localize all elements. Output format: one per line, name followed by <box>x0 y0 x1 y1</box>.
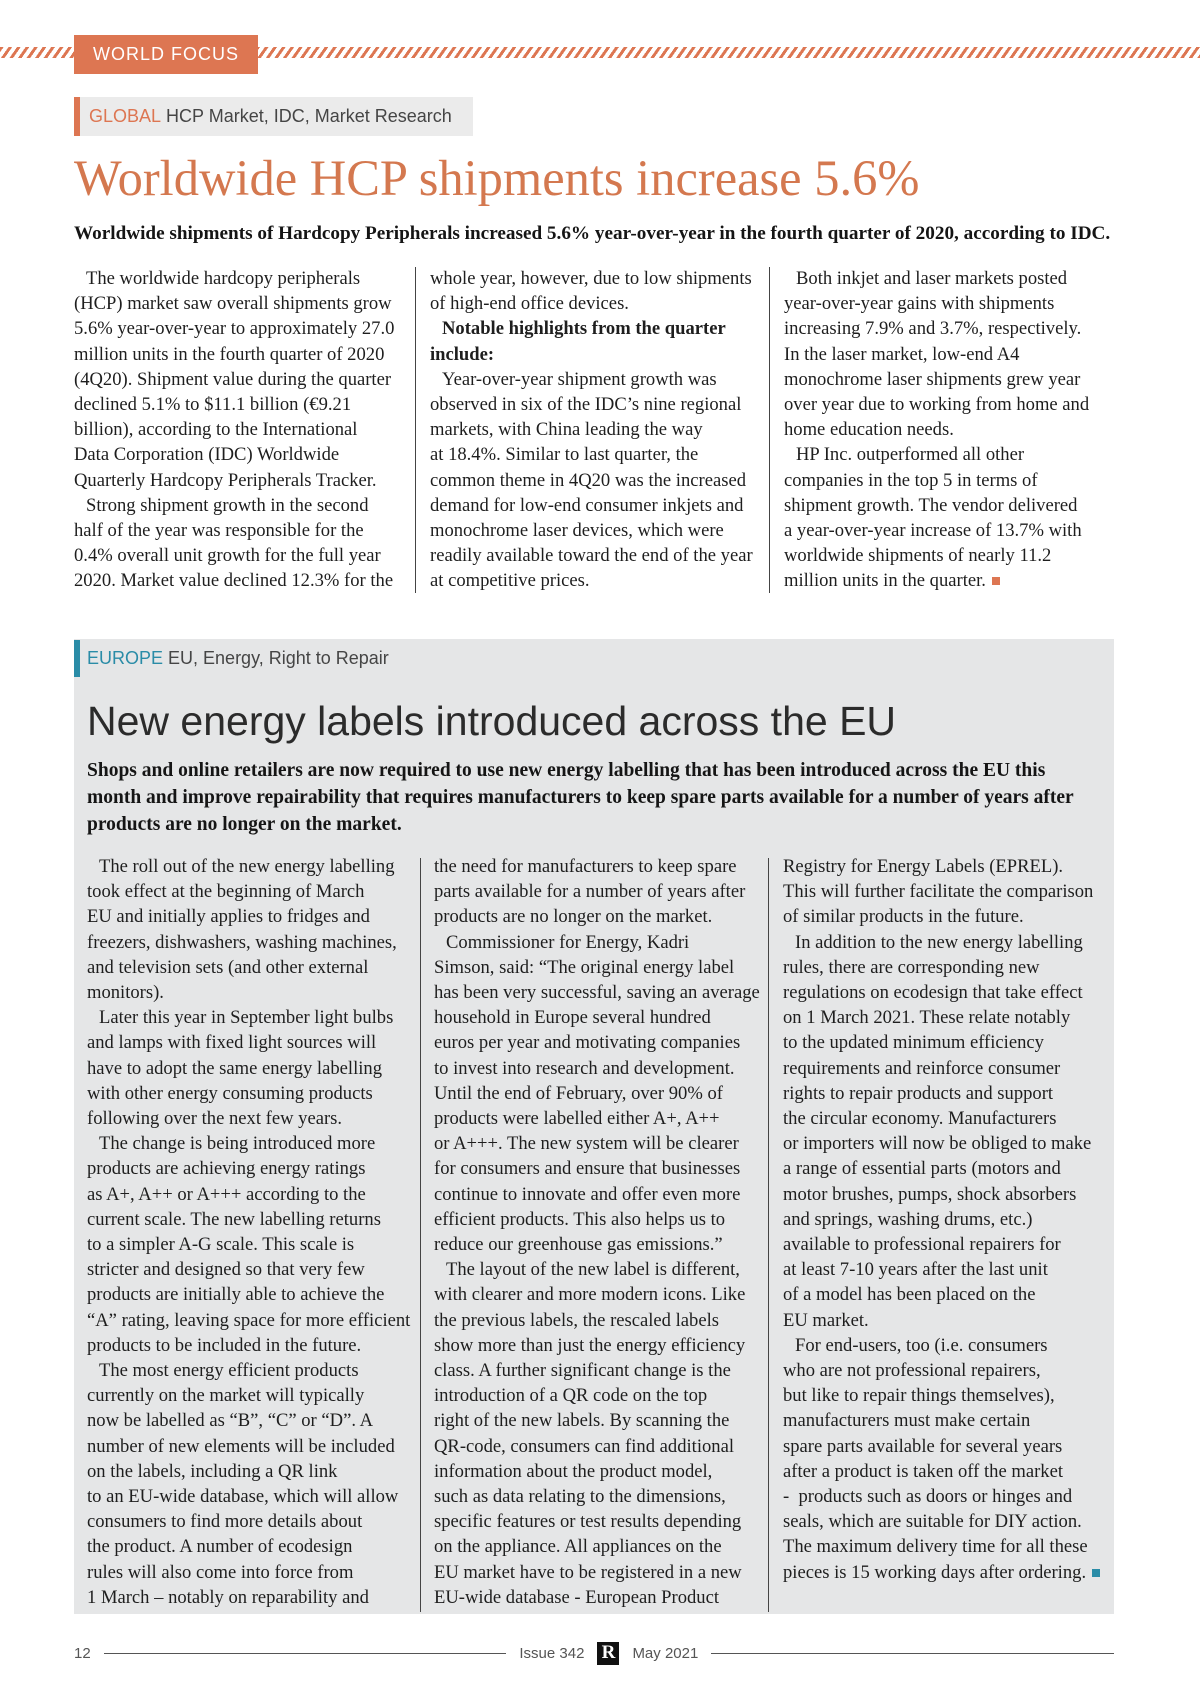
column-divider <box>769 267 770 593</box>
article-column-2 <box>434 854 759 1610</box>
article-column-1 <box>74 266 404 594</box>
article-column-2 <box>430 266 760 594</box>
column-divider <box>420 858 421 1612</box>
issue-number: Issue 342 <box>519 1644 585 1662</box>
footer-rule-left <box>104 1653 507 1654</box>
paragraph-highlight-heading: Notable highlights from the quarter include: <box>430 318 726 365</box>
article-title: New energy labels introduced across the EU <box>87 698 897 744</box>
article-column-1 <box>87 854 412 1610</box>
footer-rule-right <box>711 1653 1114 1654</box>
article-standfirst: Worldwide shipments of Hardcopy Peripherals increased 5.6% year-over-year in the fourth quarter of 2020, according to IDC. <box>74 223 1111 244</box>
paragraph: The worldwide hardcopy peripherals (HCP) market saw overall shipments grow 5.6% year-over-year to approximately 27.0 million units in the fourth quarter of 2020 (4Q20). Shipment value during the quarter declined 5.1% to $11.1 billion (€9.21 billion), according to the International Data Corporation (IDC) Worldwide Quarterly Hardcopy Peripherals Tracker. <box>74 268 395 491</box>
tag-region: EUROPE <box>87 648 164 668</box>
paragraph <box>783 1333 1108 1585</box>
paragraph: Commissioner for Energy, Kadri Simson, said: “The original energy label has been very successful, saving an average household in Europe several hundred euros per year and motivating companies to invest into research and development. Until the end of February, over 90% of products were labelled either A+, A++ or A+++. The new system will be clearer for consumers and ensure that businesses continue to innovate and offer even more efficient products. This also helps us to reduce our greenhouse gas emissions.” <box>434 931 760 1256</box>
paragraph: The roll out of the new energy labelling took effect at the beginning of March EU and initially applies to fridges and freezers, dishwashers, washing machines, and television sets (and other external monitors). <box>87 856 397 1004</box>
tag-topics: EU, Energy, Right to Repair <box>168 648 389 668</box>
paragraph-text: For end-users, too (i.e. consumers who are not professional repairers, but like to repair things themselves), manufacturers must make certain spare parts available for several years after a product is taken off the market - products such as doors or hinges and seals, which are suitable for DIY action. The maximum delivery time for all these pieces is 15 working days after ordering. <box>783 1334 1088 1583</box>
article-title: Worldwide HCP shipments increase 5.6% <box>74 150 920 206</box>
end-of-article-square-icon <box>992 577 1000 585</box>
paragraph: Strong shipment growth in the second half of the year was responsible for the 0.4% overall unit growth for the full year 2020. Market value declined 12.3% for the <box>74 494 394 592</box>
column-divider <box>768 858 769 1612</box>
end-of-article-square-icon <box>1092 1569 1100 1577</box>
paragraph: Both inkjet and laser markets posted year-over-year gains with shipments increasing 7.9% and 3.7%, respectively. In the laser market, low-end A4 monochrome laser shipments grew year over year due to working from home and home education needs. <box>784 268 1090 441</box>
section-tab <box>74 35 258 74</box>
paragraph: the need for manufacturers to keep spare parts available for a number of years after products are no longer on the market. <box>434 856 746 928</box>
tag-topics: HCP Market, IDC, Market Research <box>166 106 452 126</box>
article-column-3 <box>784 266 1114 594</box>
issue-date: May 2021 <box>632 1644 699 1662</box>
tag-region: GLOBAL <box>89 106 162 126</box>
column-divider <box>415 267 416 593</box>
page-footer <box>74 1641 1114 1665</box>
section-tab-label: WORLD FOCUS <box>93 44 239 64</box>
paragraph: The change is being introduced more products are achieving energy ratings as A+, A++ or A+++ according to the current scale. The new labelling returns to a simpler A-G scale. This scale is stricter and designed so that very few products are initially able to achieve the “A” rating, leaving space for more efficient products to be included in the future. <box>87 1133 411 1356</box>
paragraph: Later this year in September light bulbs and lamps with fixed light sources will have to adopt the same energy labelling with other energy consuming products following over the next few years. <box>87 1007 394 1130</box>
article-tag-global <box>74 97 473 136</box>
paragraph: Year-over-year shipment growth was observed in six of the IDC’s nine regional markets, with China leading the way at 18.4%. Similar to last quarter, the common theme in 4Q20 was the increased demand for low-end consumer inkjets and monochrome laser devices, which were readily available toward the end of the year at competitive prices. <box>430 368 753 592</box>
paragraph: In addition to the new energy labelling rules, there are corresponding new regulations on ecodesign that take effect on 1 March 2021. These relate notably to the updated minimum efficiency requirements and reinforce consumer rights to repair products and support the circular economy. Manufacturers or importers will now be obliged to make a range of essential parts (motors and motor brushes, pumps, shock absorbers and springs, washing drums, etc.) available to professional repairers for at least 7-10 years after the last unit of a model has been placed on the EU market. <box>783 931 1092 1331</box>
paragraph: The layout of the new label is different, with clearer and more modern icons. Like the previous labels, the rescaled labels show more than just the energy efficiency class. A further significant change is the introduction of a QR code on the top right of the new labels. By scanning the QR-code, consumers can find additional information about the product model, such as data relating to the dimensions, specific features or test results depending on the appliance. All appliances on the EU market have to be registered in a new EU-wide database - European Product <box>434 1259 746 1608</box>
article-tag-europe <box>74 640 389 677</box>
article-standfirst: Shops and online retailers are now required to use new energy labelling that has been introduced across the EU this month and improve repairability that requires manufacturers to keep spare parts available for a number of years after products are no longer on the market. <box>87 760 1074 835</box>
paragraph: The most energy efficient products currently on the market will typically now be labelled as “B”, “C” or “D”. A number of new elements will be included on the labels, including a QR link to an EU-wide database, which will allow consumers to find more details about the product. A number of ecodesign rules will also come into force from 1 March – notably on reparability and <box>87 1360 399 1608</box>
paragraph: whole year, however, due to low shipments of high-end office devices. <box>430 268 752 315</box>
logo-letter: R <box>601 1642 616 1663</box>
article-column-3 <box>783 854 1108 1585</box>
paragraph <box>784 442 1114 593</box>
page-number: 12 <box>74 1644 91 1662</box>
paragraph-text: HP Inc. outperformed all other companies in the top 5 in terms of shipment growth. The vendor delivered a year-over-year increase of 13.7% with worldwide shipments of nearly 11.2 million units in the quarter. <box>784 444 1082 592</box>
publication-logo-icon <box>597 1642 619 1665</box>
paragraph: Registry for Energy Labels (EPREL). This will further facilitate the comparison of similar products in the future. <box>783 856 1094 928</box>
